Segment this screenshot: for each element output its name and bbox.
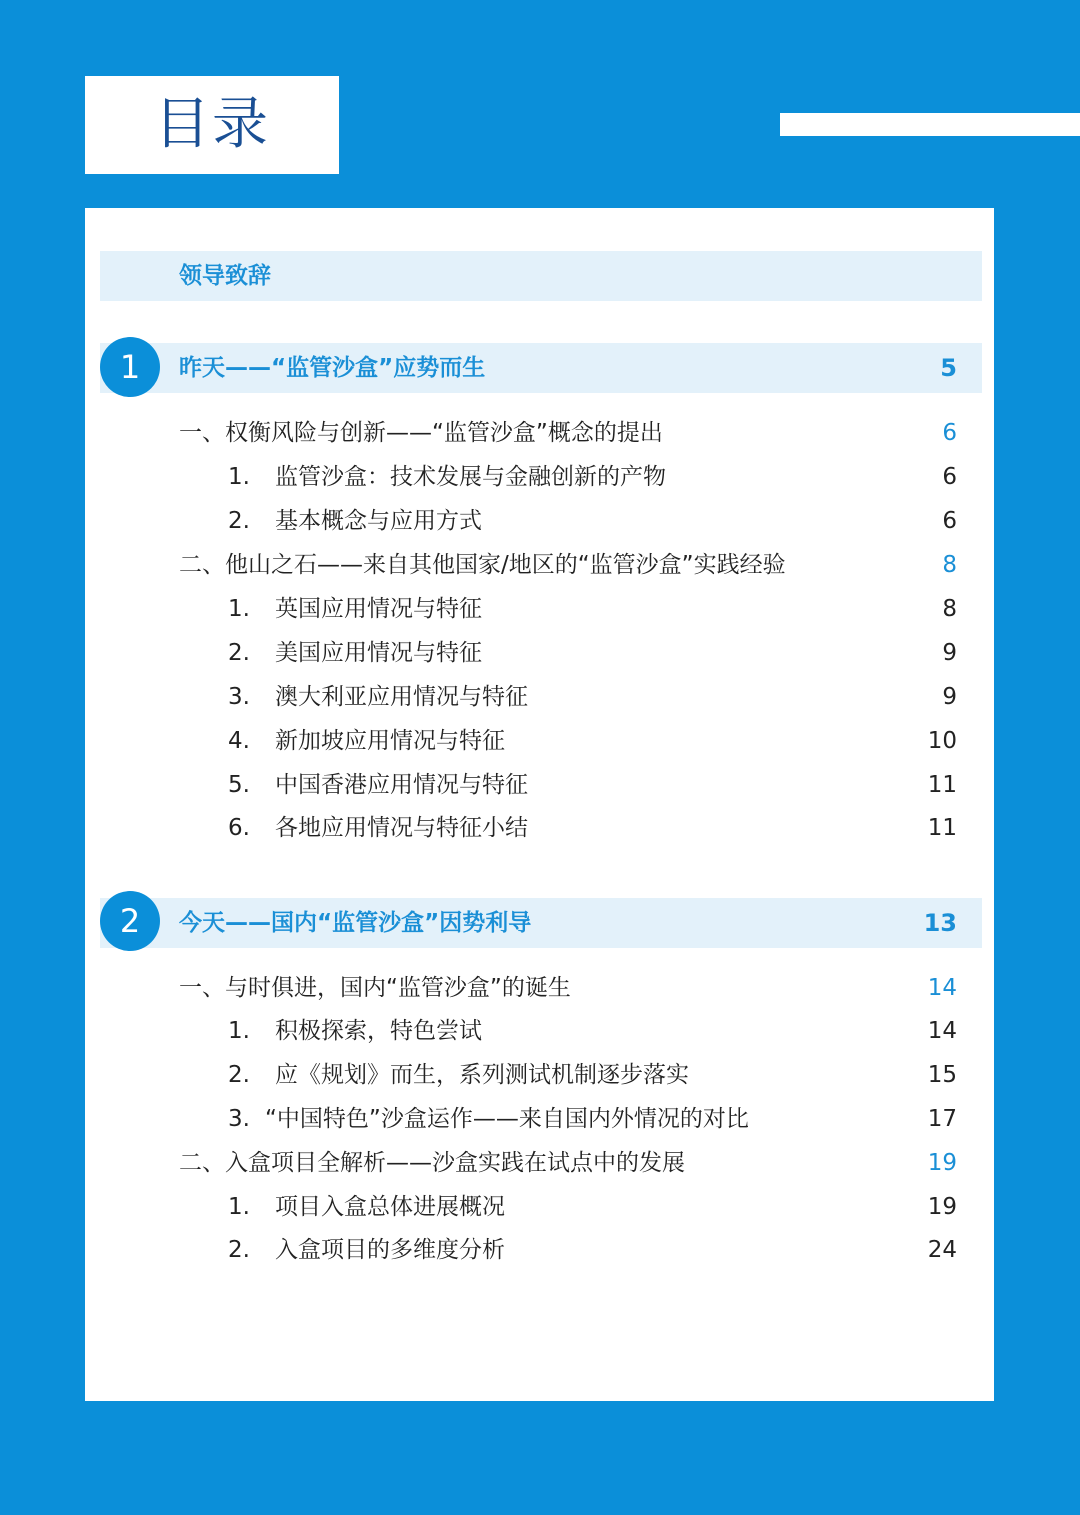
toc-chapter-page: 5 [940,354,957,382]
toc-item-page: 6 [942,508,957,534]
toc-chapter-title: 今天——国内“监管沙盒”因势利导 [179,910,532,936]
toc-item-title: 澳大利亚应用情况与特征 [275,684,528,710]
chapter-number-badge: 1 [100,337,160,397]
toc-item-page: 15 [927,1062,957,1088]
toc-item-entry[interactable] [85,1011,994,1051]
toc-item-number: 2. [228,1237,250,1263]
toc-item-title: 美国应用情况与特征 [275,640,482,666]
toc-item-title: 监管沙盒：技术发展与金融创新的产物 [275,464,666,490]
toc-item-title: 基本概念与应用方式 [275,508,482,534]
toc-item-page: 17 [927,1106,957,1132]
chapter-number-badge: 2 [100,891,160,951]
toc-item-page: 9 [942,684,957,710]
toc-section-page: 8 [942,552,957,578]
toc-item-title: 应《规划》而生，系列测试机制逐步落实 [275,1062,689,1088]
toc-item-page: 8 [942,596,957,622]
toc-item-entry[interactable] [85,1230,994,1270]
toc-item-number: 2. [228,1062,250,1088]
toc-item-entry[interactable] [85,1055,994,1095]
toc-item-page: 6 [942,464,957,490]
toc-item-entry[interactable] [85,765,994,805]
toc-section-page: 14 [927,975,957,1001]
toc-chapter-2-band[interactable] [100,898,982,948]
toc-item-page: 19 [927,1194,957,1220]
toc-item-number: 6. [228,815,250,841]
toc-chapter-title: 昨天——“监管沙盒”应势而生 [179,355,486,381]
toc-item-number: 1. [228,1194,250,1220]
title-decor-bar [780,113,1080,136]
toc-item-number: 1. [228,464,250,490]
page-title: 目录 [154,92,270,157]
toc-item-number: 4. [228,728,250,754]
toc-item-entry[interactable] [85,677,994,717]
toc-item-entry[interactable] [85,633,994,673]
toc-section-entry[interactable] [85,968,994,1008]
title-box [85,76,339,174]
toc-preface-title: 领导致辞 [179,263,271,289]
toc-panel [85,208,994,1401]
toc-item-number: 1. [228,1018,250,1044]
toc-item-page: 11 [927,815,957,841]
toc-item-entry[interactable] [85,501,994,541]
toc-section-title: 一、与时俱进，国内“监管沙盒”的诞生 [179,975,571,1001]
toc-item-page: 24 [927,1237,957,1263]
toc-section-entry[interactable] [85,545,994,585]
toc-item-number: 5. [228,772,250,798]
toc-section-entry[interactable] [85,1143,994,1183]
toc-item-title: 新加坡应用情况与特征 [275,728,505,754]
toc-item-page: 14 [927,1018,957,1044]
toc-item-title: 中国香港应用情况与特征 [275,772,528,798]
toc-section-title: 一、权衡风险与创新——“监管沙盒”概念的提出 [179,420,663,446]
toc-item-entry[interactable] [85,1099,994,1139]
toc-item-page: 10 [927,728,957,754]
toc-item-title: 积极探索，特色尝试 [275,1018,482,1044]
toc-item-title: 项目入盒总体进展概况 [275,1194,505,1220]
toc-section-page: 19 [927,1150,957,1176]
toc-chapter-page: 13 [923,909,957,937]
toc-item-number: 3. [228,1106,250,1132]
toc-section-page: 6 [942,420,957,446]
toc-section-title: 二、入盒项目全解析——沙盒实践在试点中的发展 [179,1150,685,1176]
toc-item-entry[interactable] [85,808,994,848]
toc-item-page: 11 [927,772,957,798]
toc-item-title: 各地应用情况与特征小结 [275,815,528,841]
toc-item-entry[interactable] [85,589,994,629]
toc-item-title: 英国应用情况与特征 [275,596,482,622]
toc-item-number: 1. [228,596,250,622]
toc-item-number: 2. [228,640,250,666]
toc-item-title: 入盒项目的多维度分析 [275,1237,505,1263]
toc-item-number: 2. [228,508,250,534]
toc-item-entry[interactable] [85,721,994,761]
toc-item-title: “中国特色”沙盒运作——来自国内外情况的对比 [265,1106,749,1132]
toc-section-entry[interactable] [85,413,994,453]
toc-item-number: 3. [228,684,250,710]
toc-section-title: 二、他山之石——来自其他国家/地区的“监管沙盒”实践经验 [179,552,786,578]
toc-chapter-1-band[interactable] [100,343,982,393]
toc-preface-band[interactable] [100,251,982,301]
toc-item-entry[interactable] [85,1187,994,1227]
toc-item-entry[interactable] [85,457,994,497]
toc-item-page: 9 [942,640,957,666]
